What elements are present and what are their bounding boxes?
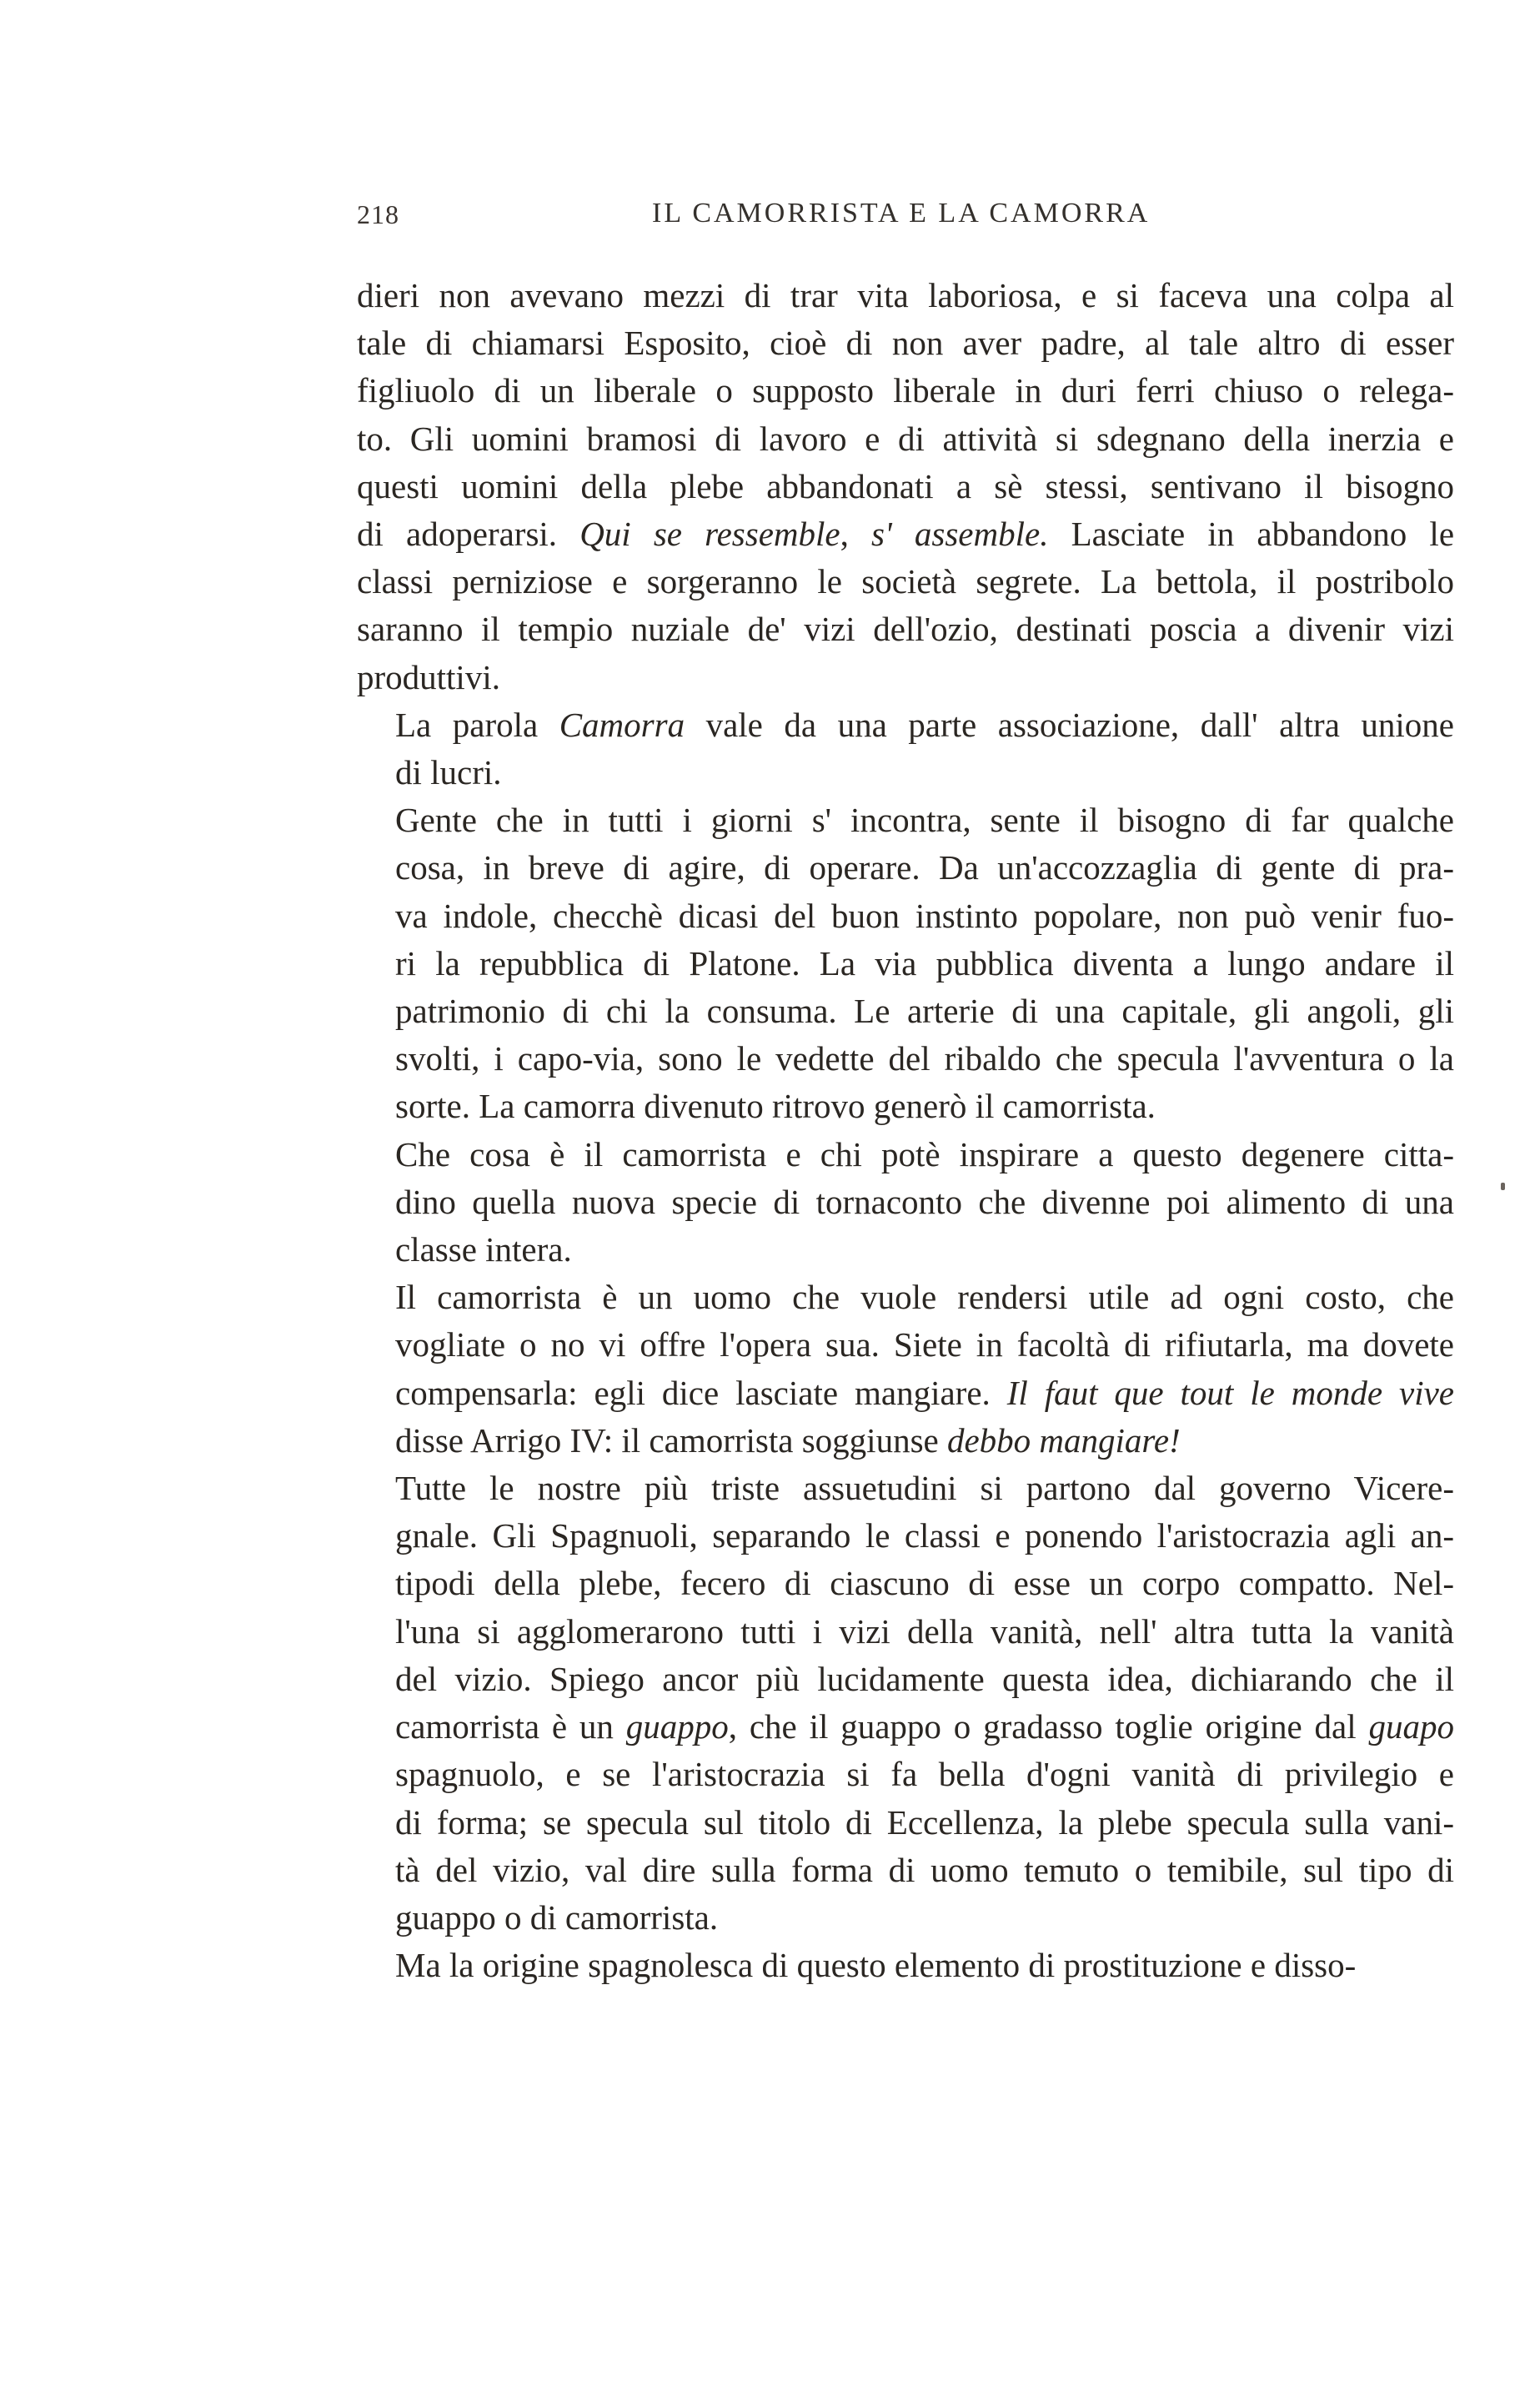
text-line: dino quella nuova specie di tornaconto che divenne poi alimento di una [395, 1182, 1454, 1221]
italic-segment: Qui se ressemble [579, 515, 840, 554]
text-line: Il camorrista è un uomo che vuole rendersi utile ad ogni costo, che [395, 1278, 1454, 1317]
text-line: patrimonio di chi la consuma. Le arterie di una capitale, gli angoli, gli [395, 992, 1454, 1031]
text-line: Ma la origine spagnolesca di questo elemento di prostituzione e disso- [395, 1946, 1357, 1985]
text-segment: , che il guappo o gradasso toglie origine dal [728, 1707, 1369, 1746]
text-line: saranno il tempio nuziale de' vizi dell'ozio, destinati poscia a divenir vizi [357, 610, 1454, 649]
text-line: classe intera. [395, 1230, 572, 1269]
running-title: IL CAMORRISTA E LA CAMORRA [652, 198, 1151, 229]
text-segment: camorrista è un [395, 1707, 626, 1746]
text-line: vogliate o no vi offre l'opera sua. Siete in facoltà di rifiutarla, ma dovete [395, 1325, 1454, 1364]
paragraph [357, 1274, 1454, 1465]
text-segment: compensarla: egli dice lasciate mangiare. [395, 1373, 1007, 1412]
ink-speck [1501, 1183, 1505, 1190]
text-line: gnale. Gli Spagnuoli, separando le classi e ponendo l'aristocrazia agli an- [395, 1516, 1454, 1555]
text-line: l'una si agglomerarono tutti i vizi della vanità, nell' altra tutta la vanità [395, 1611, 1454, 1651]
paragraph [357, 1131, 1454, 1274]
text-segment: , [840, 515, 872, 554]
text-segment: di adoperarsi. [357, 515, 580, 554]
paragraph [357, 272, 1454, 701]
text-line: classi perniziose e sorgeranno le società segrete. La bettola, il postribolo [357, 562, 1454, 601]
text-segment: Lasciate in abbandono le [1048, 515, 1454, 554]
italic-segment: guappo [625, 1707, 729, 1746]
italic-segment: Il faut que tout le monde vive [1006, 1373, 1454, 1412]
text-line: guappo o di camorrista. [395, 1897, 719, 1937]
text-line: to. Gli uomini bramosi di lavoro e di attività si sdegnano della inerzia e [357, 419, 1454, 458]
text-segment: La parola [395, 705, 559, 744]
body-text [357, 272, 1454, 2257]
italic-segment: s' assemble. [871, 515, 1049, 554]
text-line [357, 1703, 1454, 1751]
text-line: di forma; se specula sul titolo di Eccellenza, la plebe specula sulla vani- [395, 1802, 1454, 1842]
text-line: figliuolo di un liberale o supposto liberale in duri ferri chiuso o relega- [357, 371, 1454, 410]
text-line: tipodi della plebe, fecero di ciascuno di esse un corpo compatto. Nel- [395, 1564, 1454, 1603]
running-head [357, 188, 1457, 238]
text-line: questi uomini della plebe abbandonati a sè stessi, sentivano il bisogno [357, 466, 1454, 505]
text-line: sorte. La camorra divenuto ritrovo generò il camorrista. [395, 1087, 1156, 1126]
text-segment: vale da una parte associazione, dall' altra unione [685, 705, 1454, 744]
text-line: va indole, checchè dicasi del buon instinto popolare, non può venir fuo- [395, 896, 1454, 935]
text-line: produttivi. [357, 657, 500, 696]
text-line: spagnuolo, e se l'aristocrazia si fa bella d'ogni vanità di privilegio e [395, 1755, 1454, 1794]
text-line: del vizio. Spiego ancor più lucidamente questa idea, dichiarando che il [395, 1659, 1454, 1698]
text-line: ri la repubblica di Platone. La via pubblica diventa a lungo andare il [395, 943, 1454, 982]
paragraph [357, 1465, 1454, 1942]
paragraph [357, 701, 1454, 796]
text-line: Tutte le nostre più triste assuetudini si partono dal governo Vicere- [395, 1469, 1454, 1508]
italic-segment: Camorra [559, 705, 685, 744]
text-line: Che cosa è il camorrista e chi potè inspirare a questo degenere citta- [395, 1134, 1454, 1173]
italic-segment: debbo mangiare! [946, 1420, 1181, 1460]
paragraph [357, 796, 1454, 1130]
text-line: tà del vizio, val dire sulla forma di uomo temuto o temibile, sul tipo di [395, 1850, 1454, 1889]
text-line: tale di chiamarsi Esposito, cioè di non aver padre, al tale altro di esser [357, 324, 1454, 363]
paragraph [357, 1942, 1454, 1989]
text-line: di lucri. [395, 753, 502, 792]
text-line [357, 510, 1454, 558]
text-segment: disse Arrigo IV: il camorrista soggiunse [395, 1420, 947, 1460]
text-line: cosa, in breve di agire, di operare. Da un'accozzaglia di gente di pra- [395, 848, 1454, 887]
text-line: svolti, i capo-via, sono le vedette del ribaldo che specula l'avventura o la [395, 1039, 1454, 1078]
text-line [357, 1417, 1454, 1465]
text-line: dieri non avevano mezzi di trar vita laboriosa, e si faceva una colpa al [357, 276, 1454, 314]
page-number: 218 [357, 199, 399, 229]
text-line: Gente che in tutti i giorni s' incontra, sente il bisogno di far qualche [395, 801, 1454, 840]
italic-segment: guapo [1368, 1707, 1454, 1746]
text-line [357, 1369, 1454, 1417]
text-line [357, 701, 1454, 749]
